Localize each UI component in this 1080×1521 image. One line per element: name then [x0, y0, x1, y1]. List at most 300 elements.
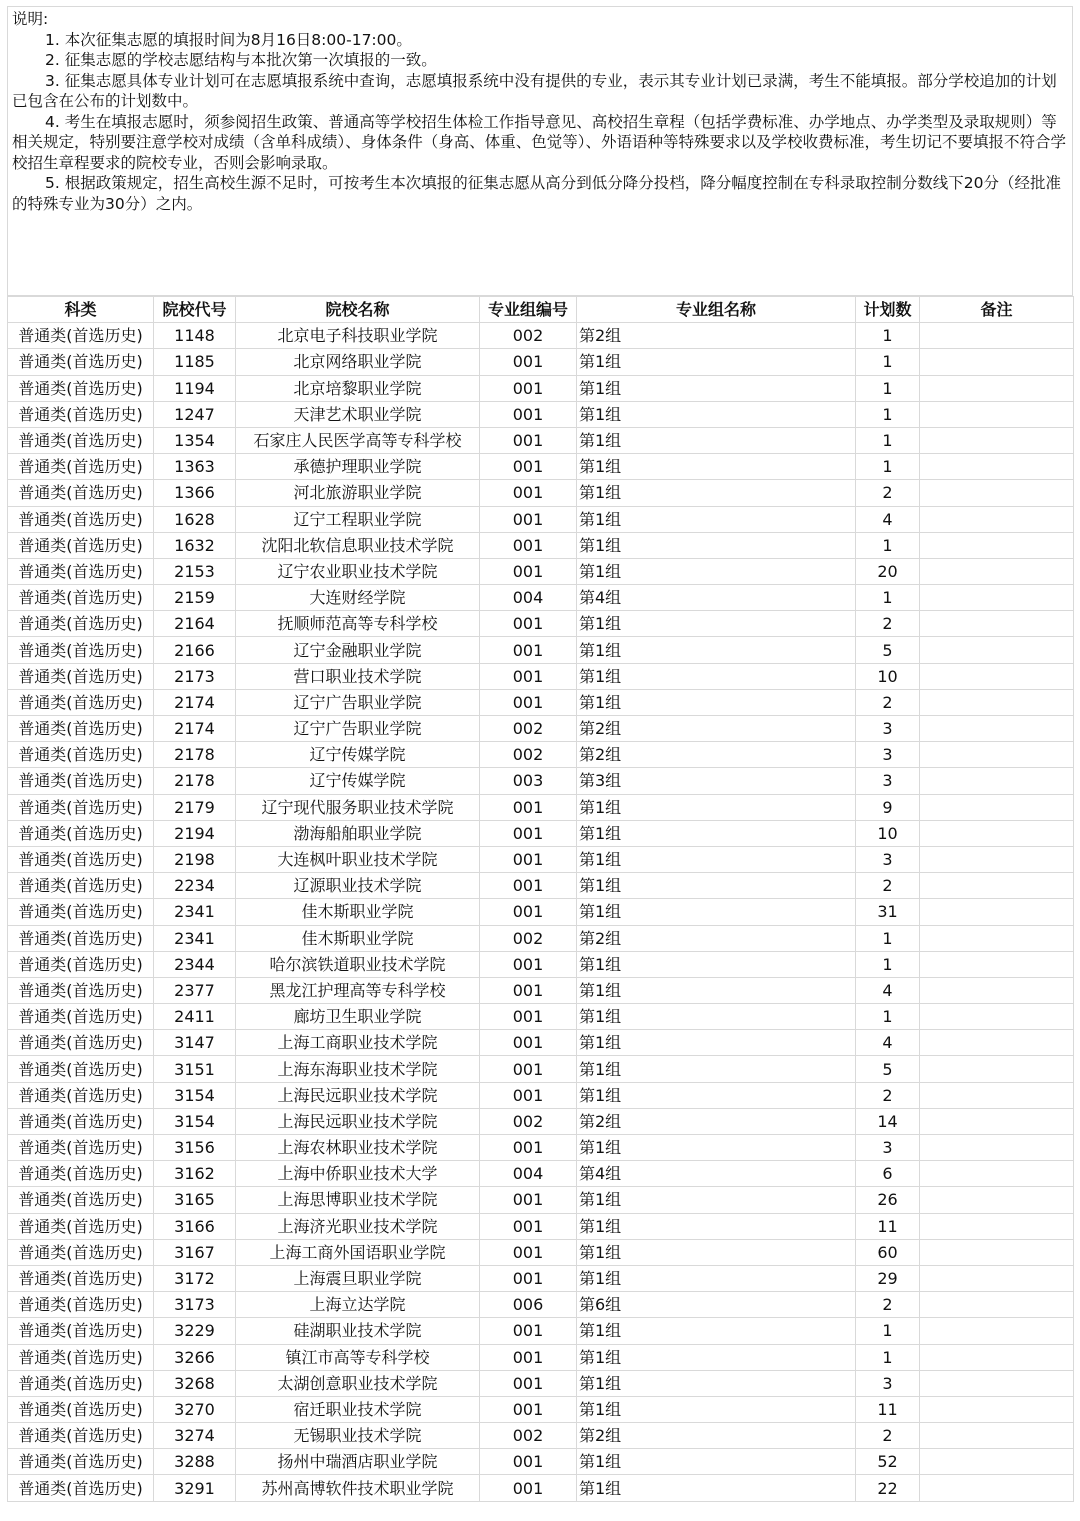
school-name-cell: 镇江市高等专科学校: [236, 1344, 480, 1370]
group-name-cell: 第1组: [577, 454, 856, 480]
group-name-cell: 第1组: [577, 1082, 856, 1108]
table-row: [8, 716, 1074, 742]
category-cell: 普通类(首选历史): [8, 1475, 154, 1501]
school-code-cell: 2344: [154, 951, 236, 977]
school-code-cell: 3274: [154, 1423, 236, 1449]
table-row: [8, 611, 1074, 637]
school-code-cell: 1363: [154, 454, 236, 480]
category-cell: 普通类(首选历史): [8, 1239, 154, 1265]
remarks-cell: [920, 1318, 1074, 1344]
table-row: [8, 820, 1074, 846]
remarks-cell: [920, 1475, 1074, 1501]
category-cell: 普通类(首选历史): [8, 951, 154, 977]
group-name-cell: 第1组: [577, 427, 856, 453]
remarks-cell: [920, 558, 1074, 584]
category-cell: 普通类(首选历史): [8, 977, 154, 1003]
group-name-cell: 第1组: [577, 663, 856, 689]
group-number-cell: 001: [480, 1082, 577, 1108]
category-cell: 普通类(首选历史): [8, 506, 154, 532]
group-name-cell: 第1组: [577, 401, 856, 427]
table-row: [8, 1292, 1074, 1318]
plan-count-cell: 11: [856, 1213, 920, 1239]
group-name-cell: 第2组: [577, 323, 856, 349]
category-cell: 普通类(首选历史): [8, 925, 154, 951]
remarks-cell: [920, 585, 1074, 611]
group-number-cell: 001: [480, 663, 577, 689]
category-cell: 普通类(首选历史): [8, 663, 154, 689]
group-number-cell: 002: [480, 925, 577, 951]
school-code-cell: 3154: [154, 1108, 236, 1134]
school-code-cell: 3291: [154, 1475, 236, 1501]
plan-count-cell: 2: [856, 611, 920, 637]
school-name-cell: 上海思博职业技术学院: [236, 1187, 480, 1213]
table-row: [8, 742, 1074, 768]
school-name-cell: 佳木斯职业学院: [236, 925, 480, 951]
table-row: [8, 1135, 1074, 1161]
school-code-cell: 1247: [154, 401, 236, 427]
remarks-cell: [920, 401, 1074, 427]
plan-count-cell: 5: [856, 1056, 920, 1082]
remarks-cell: [920, 794, 1074, 820]
category-cell: 普通类(首选历史): [8, 1135, 154, 1161]
group-number-cell: 001: [480, 1344, 577, 1370]
group-name-cell: 第1组: [577, 794, 856, 820]
remarks-cell: [920, 899, 1074, 925]
category-cell: 普通类(首选历史): [8, 1161, 154, 1187]
remarks-cell: [920, 873, 1074, 899]
group-name-cell: 第1组: [577, 1475, 856, 1501]
school-code-cell: 3266: [154, 1344, 236, 1370]
remarks-cell: [920, 977, 1074, 1003]
school-code-cell: 2179: [154, 794, 236, 820]
plan-count-cell: 3: [856, 846, 920, 872]
remarks-cell: [920, 349, 1074, 375]
school-code-cell: 3166: [154, 1213, 236, 1239]
group-number-cell: 001: [480, 1318, 577, 1344]
school-code-cell: 3147: [154, 1030, 236, 1056]
table-row: [8, 1318, 1074, 1344]
group-name-cell: 第1组: [577, 977, 856, 1003]
school-code-cell: 3167: [154, 1239, 236, 1265]
table-row: [8, 689, 1074, 715]
table-row: [8, 1239, 1074, 1265]
plan-count-cell: 10: [856, 820, 920, 846]
group-number-cell: 002: [480, 323, 577, 349]
table-row: [8, 401, 1074, 427]
group-number-cell: 001: [480, 375, 577, 401]
category-cell: 普通类(首选历史): [8, 480, 154, 506]
table-row: [8, 1082, 1074, 1108]
plan-count-cell: 3: [856, 1135, 920, 1161]
group-number-cell: 001: [480, 1239, 577, 1265]
remarks-cell: [920, 427, 1074, 453]
group-name-cell: 第1组: [577, 1213, 856, 1239]
remarks-cell: [920, 454, 1074, 480]
school-code-cell: 2174: [154, 689, 236, 715]
group-name-cell: 第1组: [577, 532, 856, 558]
category-cell: 普通类(首选历史): [8, 1318, 154, 1344]
header-school-name: 院校名称: [236, 297, 480, 323]
header-row: [8, 297, 1074, 323]
category-cell: 普通类(首选历史): [8, 349, 154, 375]
remarks-cell: [920, 611, 1074, 637]
group-name-cell: 第6组: [577, 1292, 856, 1318]
header-group-name: 专业组名称: [577, 297, 856, 323]
group-name-cell: 第1组: [577, 1449, 856, 1475]
plan-count-cell: 4: [856, 1030, 920, 1056]
remarks-cell: [920, 1056, 1074, 1082]
group-number-cell: 001: [480, 1475, 577, 1501]
category-cell: 普通类(首选历史): [8, 1030, 154, 1056]
table-row: [8, 585, 1074, 611]
group-number-cell: 001: [480, 1213, 577, 1239]
category-cell: 普通类(首选历史): [8, 375, 154, 401]
plan-count-cell: 9: [856, 794, 920, 820]
school-name-cell: 上海震旦职业学院: [236, 1265, 480, 1291]
group-name-cell: 第1组: [577, 1187, 856, 1213]
remarks-cell: [920, 1265, 1074, 1291]
group-name-cell: 第1组: [577, 1370, 856, 1396]
remarks-cell: [920, 1239, 1074, 1265]
table-row: [8, 427, 1074, 453]
category-cell: 普通类(首选历史): [8, 532, 154, 558]
header-plan-count: 计划数: [856, 297, 920, 323]
plan-count-cell: 20: [856, 558, 920, 584]
group-number-cell: 001: [480, 1396, 577, 1422]
school-name-cell: 辽宁传媒学院: [236, 742, 480, 768]
group-number-cell: 001: [480, 637, 577, 663]
group-name-cell: 第1组: [577, 637, 856, 663]
school-code-cell: 3172: [154, 1265, 236, 1291]
plan-count-cell: 1: [856, 585, 920, 611]
group-number-cell: 001: [480, 1030, 577, 1056]
header-category: 科类: [8, 297, 154, 323]
table-row: [8, 977, 1074, 1003]
remarks-cell: [920, 951, 1074, 977]
school-name-cell: 辽宁现代服务职业技术学院: [236, 794, 480, 820]
group-number-cell: 001: [480, 349, 577, 375]
group-number-cell: 002: [480, 1423, 577, 1449]
plan-count-cell: 1: [856, 375, 920, 401]
plan-count-cell: 14: [856, 1108, 920, 1134]
remarks-cell: [920, 1030, 1074, 1056]
group-number-cell: 004: [480, 1161, 577, 1187]
plan-count-cell: 5: [856, 637, 920, 663]
plan-count-cell: 1: [856, 349, 920, 375]
school-name-cell: 辽宁农业职业技术学院: [236, 558, 480, 584]
table-row: [8, 794, 1074, 820]
group-name-cell: 第2组: [577, 716, 856, 742]
school-code-cell: 2341: [154, 925, 236, 951]
group-name-cell: 第1组: [577, 611, 856, 637]
category-cell: 普通类(首选历史): [8, 742, 154, 768]
school-code-cell: 2173: [154, 663, 236, 689]
plan-count-cell: 4: [856, 506, 920, 532]
school-name-cell: 哈尔滨铁道职业技术学院: [236, 951, 480, 977]
school-name-cell: 辽源职业技术学院: [236, 873, 480, 899]
table-row: [8, 1108, 1074, 1134]
plan-count-cell: 22: [856, 1475, 920, 1501]
group-name-cell: 第4组: [577, 585, 856, 611]
school-name-cell: 辽宁金融职业学院: [236, 637, 480, 663]
group-number-cell: 001: [480, 1449, 577, 1475]
school-name-cell: 上海济光职业技术学院: [236, 1213, 480, 1239]
category-cell: 普通类(首选历史): [8, 820, 154, 846]
group-number-cell: 002: [480, 742, 577, 768]
group-number-cell: 006: [480, 1292, 577, 1318]
plan-count-cell: 3: [856, 1370, 920, 1396]
school-code-cell: 2194: [154, 820, 236, 846]
header-remarks: 备注: [920, 297, 1074, 323]
plan-count-cell: 2: [856, 480, 920, 506]
school-code-cell: 3229: [154, 1318, 236, 1344]
school-name-cell: 扬州中瑞酒店职业学院: [236, 1449, 480, 1475]
group-number-cell: 001: [480, 1187, 577, 1213]
category-cell: 普通类(首选历史): [8, 585, 154, 611]
note-item: 3. 征集志愿具体专业计划可在志愿填报系统中查询，志愿填报系统中没有提供的专业，表示其专业计划已录满，考生不能填报。部分学校追加的计划已包含在公布的计划数中。: [12, 71, 1057, 110]
school-name-cell: 宿迁职业技术学院: [236, 1396, 480, 1422]
table-row: [8, 1161, 1074, 1187]
school-code-cell: 2198: [154, 846, 236, 872]
plan-count-cell: 1: [856, 323, 920, 349]
group-number-cell: 001: [480, 558, 577, 584]
group-name-cell: 第2组: [577, 925, 856, 951]
notes-block: [7, 6, 1073, 296]
remarks-cell: [920, 1135, 1074, 1161]
category-cell: 普通类(首选历史): [8, 899, 154, 925]
school-code-cell: 2164: [154, 611, 236, 637]
remarks-cell: [920, 1213, 1074, 1239]
table-row: [8, 454, 1074, 480]
group-name-cell: 第1组: [577, 1135, 856, 1161]
plan-count-cell: 2: [856, 1082, 920, 1108]
category-cell: 普通类(首选历史): [8, 611, 154, 637]
group-name-cell: 第3组: [577, 768, 856, 794]
school-code-cell: 3151: [154, 1056, 236, 1082]
note-item: 2. 征集志愿的学校志愿结构与本批次第一次填报的一致。: [45, 51, 437, 69]
plan-count-cell: 29: [856, 1265, 920, 1291]
table-row: [8, 349, 1074, 375]
remarks-cell: [920, 532, 1074, 558]
header-group-number: 专业组编号: [480, 297, 577, 323]
group-name-cell: 第1组: [577, 1318, 856, 1344]
category-cell: 普通类(首选历史): [8, 1004, 154, 1030]
school-name-cell: 廊坊卫生职业学院: [236, 1004, 480, 1030]
school-code-cell: 2341: [154, 899, 236, 925]
school-name-cell: 天津艺术职业学院: [236, 401, 480, 427]
table-row: [8, 637, 1074, 663]
plan-count-cell: 11: [856, 1396, 920, 1422]
plan-count-cell: 3: [856, 768, 920, 794]
plan-count-cell: 60: [856, 1239, 920, 1265]
note-item: 4. 考生在填报志愿时，须参阅招生政策、普通高等学校招生体检工作指导意见、高校招生章程（包括学费标准、办学地点、办学类型及录取规则）等相关规定，特别要注意学校对成绩（含单科成绩）、身体条件（身高、体重、色觉等）、外语语种等特殊要求以及学校收费标准，考生切记不要填报不符合学校招生章程要求的院校专业，否则会影响录取。: [12, 112, 1067, 172]
category-cell: 普通类(首选历史): [8, 1213, 154, 1239]
category-cell: 普通类(首选历史): [8, 1187, 154, 1213]
group-name-cell: 第1组: [577, 689, 856, 715]
plan-count-cell: 1: [856, 925, 920, 951]
table-row: [8, 846, 1074, 872]
category-cell: 普通类(首选历史): [8, 401, 154, 427]
group-name-cell: 第1组: [577, 480, 856, 506]
school-name-cell: 北京电子科技职业学院: [236, 323, 480, 349]
school-code-cell: 2159: [154, 585, 236, 611]
school-name-cell: 上海工商职业技术学院: [236, 1030, 480, 1056]
table-row: [8, 1423, 1074, 1449]
category-cell: 普通类(首选历史): [8, 1370, 154, 1396]
school-name-cell: 北京培黎职业学院: [236, 375, 480, 401]
school-name-cell: 大连枫叶职业技术学院: [236, 846, 480, 872]
group-number-cell: 001: [480, 951, 577, 977]
remarks-cell: [920, 1449, 1074, 1475]
group-name-cell: 第1组: [577, 349, 856, 375]
group-number-cell: 001: [480, 480, 577, 506]
school-code-cell: 3154: [154, 1082, 236, 1108]
table-row: [8, 1056, 1074, 1082]
group-name-cell: 第1组: [577, 1239, 856, 1265]
group-number-cell: 001: [480, 977, 577, 1003]
group-name-cell: 第1组: [577, 375, 856, 401]
plan-count-cell: 1: [856, 951, 920, 977]
school-code-cell: 2166: [154, 637, 236, 663]
group-number-cell: 001: [480, 506, 577, 532]
table-row: [8, 323, 1074, 349]
plan-count-cell: 52: [856, 1449, 920, 1475]
note-item: 1. 本次征集志愿的填报时间为8月16日8:00-17:00。: [45, 30, 412, 49]
plan-count-cell: 2: [856, 1423, 920, 1449]
category-cell: 普通类(首选历史): [8, 1344, 154, 1370]
remarks-cell: [920, 716, 1074, 742]
group-number-cell: 001: [480, 794, 577, 820]
school-name-cell: 辽宁广告职业学院: [236, 689, 480, 715]
group-number-cell: 001: [480, 846, 577, 872]
table-row: [8, 480, 1074, 506]
table-row: [8, 925, 1074, 951]
school-name-cell: 抚顺师范高等专科学校: [236, 611, 480, 637]
remarks-cell: [920, 663, 1074, 689]
category-cell: 普通类(首选历史): [8, 1292, 154, 1318]
table-row: [8, 663, 1074, 689]
table-row: [8, 375, 1074, 401]
remarks-cell: [920, 768, 1074, 794]
category-cell: 普通类(首选历史): [8, 716, 154, 742]
remarks-cell: [920, 1004, 1074, 1030]
school-name-cell: 辽宁传媒学院: [236, 768, 480, 794]
group-number-cell: 001: [480, 899, 577, 925]
table-row: [8, 1187, 1074, 1213]
category-cell: 普通类(首选历史): [8, 1056, 154, 1082]
group-number-cell: 003: [480, 768, 577, 794]
table-row: [8, 1344, 1074, 1370]
table-row: [8, 1004, 1074, 1030]
school-name-cell: 苏州高博软件技术职业学院: [236, 1475, 480, 1501]
group-name-cell: 第1组: [577, 1265, 856, 1291]
school-code-cell: 3270: [154, 1396, 236, 1422]
plan-count-cell: 1: [856, 427, 920, 453]
category-cell: 普通类(首选历史): [8, 1449, 154, 1475]
school-code-cell: 3162: [154, 1161, 236, 1187]
group-name-cell: 第1组: [577, 1030, 856, 1056]
remarks-cell: [920, 506, 1074, 532]
group-name-cell: 第1组: [577, 873, 856, 899]
group-number-cell: 001: [480, 689, 577, 715]
remarks-cell: [920, 925, 1074, 951]
table-row: [8, 899, 1074, 925]
remarks-cell: [920, 820, 1074, 846]
school-name-cell: 营口职业技术学院: [236, 663, 480, 689]
category-cell: 普通类(首选历史): [8, 558, 154, 584]
school-name-cell: 大连财经学院: [236, 585, 480, 611]
group-name-cell: 第2组: [577, 742, 856, 768]
group-name-cell: 第1组: [577, 1396, 856, 1422]
group-number-cell: 001: [480, 1004, 577, 1030]
category-cell: 普通类(首选历史): [8, 768, 154, 794]
plan-count-cell: 2: [856, 1292, 920, 1318]
school-code-cell: 3173: [154, 1292, 236, 1318]
school-name-cell: 黑龙江护理高等专科学校: [236, 977, 480, 1003]
remarks-cell: [920, 1370, 1074, 1396]
group-number-cell: 001: [480, 873, 577, 899]
category-cell: 普通类(首选历史): [8, 794, 154, 820]
category-cell: 普通类(首选历史): [8, 637, 154, 663]
table-row: [8, 1370, 1074, 1396]
school-code-cell: 2153: [154, 558, 236, 584]
group-number-cell: 001: [480, 427, 577, 453]
school-code-cell: 2411: [154, 1004, 236, 1030]
group-name-cell: 第2组: [577, 1108, 856, 1134]
group-number-cell: 002: [480, 716, 577, 742]
category-cell: 普通类(首选历史): [8, 323, 154, 349]
plan-count-cell: 1: [856, 532, 920, 558]
school-name-cell: 辽宁广告职业学院: [236, 716, 480, 742]
table-body: [8, 323, 1074, 1501]
school-name-cell: 上海工商外国语职业学院: [236, 1239, 480, 1265]
plan-count-cell: 26: [856, 1187, 920, 1213]
group-number-cell: 001: [480, 454, 577, 480]
group-number-cell: 001: [480, 1056, 577, 1082]
plan-count-cell: 2: [856, 689, 920, 715]
notes-heading: 说明:: [12, 10, 49, 28]
remarks-cell: [920, 1423, 1074, 1449]
group-number-cell: 001: [480, 1370, 577, 1396]
school-code-cell: 1366: [154, 480, 236, 506]
school-name-cell: 硅湖职业技术学院: [236, 1318, 480, 1344]
school-name-cell: 无锡职业技术学院: [236, 1423, 480, 1449]
category-cell: 普通类(首选历史): [8, 873, 154, 899]
group-name-cell: 第1组: [577, 1004, 856, 1030]
table-row: [8, 506, 1074, 532]
group-number-cell: 004: [480, 585, 577, 611]
school-name-cell: 渤海船舶职业学院: [236, 820, 480, 846]
school-name-cell: 上海中侨职业技术大学: [236, 1161, 480, 1187]
remarks-cell: [920, 742, 1074, 768]
group-name-cell: 第1组: [577, 1056, 856, 1082]
table-row: [8, 1030, 1074, 1056]
school-code-cell: 1185: [154, 349, 236, 375]
school-name-cell: 佳木斯职业学院: [236, 899, 480, 925]
header-school-code: 院校代号: [154, 297, 236, 323]
school-code-cell: 1354: [154, 427, 236, 453]
group-name-cell: 第1组: [577, 558, 856, 584]
school-name-cell: 承德护理职业学院: [236, 454, 480, 480]
group-name-cell: 第1组: [577, 951, 856, 977]
category-cell: 普通类(首选历史): [8, 1423, 154, 1449]
school-code-cell: 3156: [154, 1135, 236, 1161]
group-name-cell: 第1组: [577, 1344, 856, 1370]
remarks-cell: [920, 323, 1074, 349]
remarks-cell: [920, 480, 1074, 506]
group-name-cell: 第1组: [577, 846, 856, 872]
spreadsheet: [7, 6, 1073, 1502]
